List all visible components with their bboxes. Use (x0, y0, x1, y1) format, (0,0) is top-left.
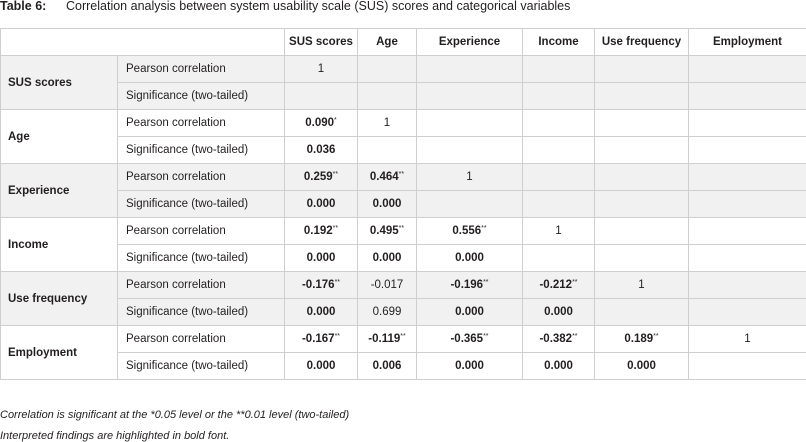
column-header-use-frequency: Use frequency (595, 29, 689, 56)
value-cell (358, 137, 417, 164)
value-cell (285, 56, 358, 83)
value-cell (523, 164, 595, 191)
table-row (1, 353, 806, 380)
table-row (1, 218, 806, 245)
table-caption (0, 0, 806, 19)
significance-label: Significance (two-tailed) (118, 353, 285, 380)
cell-value: 0.000 (373, 198, 402, 210)
value-cell (689, 353, 806, 380)
value-cell (523, 299, 595, 326)
value-cell (595, 56, 689, 83)
table-row (1, 56, 806, 83)
value-cell (523, 137, 595, 164)
value-cell (285, 137, 358, 164)
value-cell (595, 326, 689, 353)
value-cell (358, 56, 417, 83)
cell-value: -0.176 (302, 279, 335, 291)
cell-value: -0.196 (450, 279, 483, 291)
value-cell (595, 245, 689, 272)
value-cell (358, 272, 417, 299)
table-row (1, 110, 806, 137)
table-row (1, 164, 806, 191)
value-cell (417, 164, 523, 191)
value-cell (689, 164, 806, 191)
value-cell (417, 299, 523, 326)
value-cell (285, 353, 358, 380)
value-cell (358, 164, 417, 191)
cell-value: 0.192 (304, 225, 333, 237)
value-cell (417, 110, 523, 137)
significance-marker: ** (481, 225, 486, 232)
value-cell (358, 245, 417, 272)
correlation-table (0, 28, 806, 380)
value-cell (523, 110, 595, 137)
value-cell (595, 191, 689, 218)
value-cell (523, 83, 595, 110)
value-cell (689, 299, 806, 326)
significance-marker: ** (572, 279, 577, 286)
value-cell (358, 353, 417, 380)
value-cell (523, 218, 595, 245)
table-row (1, 326, 806, 353)
cell-value: 1 (466, 171, 472, 183)
cell-value: -0.212 (539, 279, 572, 291)
header-blank-cell (1, 29, 285, 56)
cell-value: 0.000 (307, 198, 336, 210)
value-cell (523, 56, 595, 83)
value-cell (417, 245, 523, 272)
significance-marker: ** (335, 279, 340, 286)
cell-value: 0.000 (455, 306, 484, 318)
cell-value: 0.000 (455, 360, 484, 372)
significance-label: Significance (two-tailed) (118, 83, 285, 110)
row-header-age: Age (1, 110, 118, 164)
value-cell (417, 272, 523, 299)
table-row (1, 299, 806, 326)
value-cell (595, 272, 689, 299)
significance-marker: ** (483, 279, 488, 286)
value-cell (595, 218, 689, 245)
cell-value: 0.000 (307, 306, 336, 318)
pearson-label: Pearson correlation (118, 326, 285, 353)
column-header-experience: Experience (417, 29, 523, 56)
value-cell (358, 218, 417, 245)
cell-value: 0.699 (373, 306, 402, 318)
cell-value: 0.000 (455, 252, 484, 264)
cell-value: -0.365 (450, 333, 483, 345)
cell-value: 1 (638, 279, 644, 291)
value-cell (358, 110, 417, 137)
significance-marker: ** (572, 333, 577, 340)
table-body (1, 56, 806, 380)
value-cell (689, 191, 806, 218)
cell-value: 0.036 (307, 144, 336, 156)
cell-value: 0.000 (544, 306, 573, 318)
value-cell (417, 353, 523, 380)
significance-marker: ** (333, 171, 338, 178)
value-cell (595, 110, 689, 137)
pearson-label: Pearson correlation (118, 272, 285, 299)
value-cell (417, 137, 523, 164)
value-cell (595, 83, 689, 110)
value-cell (358, 83, 417, 110)
value-cell (689, 245, 806, 272)
value-cell (285, 83, 358, 110)
cell-value: 0.000 (307, 252, 336, 264)
value-cell (285, 110, 358, 137)
value-cell (689, 272, 806, 299)
value-cell (689, 218, 806, 245)
cell-value: 0.000 (627, 360, 656, 372)
value-cell (285, 218, 358, 245)
value-cell (595, 137, 689, 164)
cell-value: 0.006 (373, 360, 402, 372)
value-cell (689, 326, 806, 353)
value-cell (523, 191, 595, 218)
value-cell (417, 326, 523, 353)
table-row (1, 137, 806, 164)
pearson-label: Pearson correlation (118, 110, 285, 137)
cell-value: 0.189 (624, 333, 653, 345)
row-header-income: Income (1, 218, 118, 272)
row-header-experience: Experience (1, 164, 118, 218)
value-cell (358, 299, 417, 326)
footnote-significance: Correlation is significant at the *0.05 level or the **0.01 level (two-tailed) (0, 409, 349, 421)
table-label: Table 6: (0, 0, 46, 13)
value-cell (358, 326, 417, 353)
pearson-label: Pearson correlation (118, 56, 285, 83)
value-cell (523, 326, 595, 353)
significance-marker: ** (399, 225, 404, 232)
column-header-age: Age (358, 29, 417, 56)
value-cell (595, 299, 689, 326)
value-cell (689, 110, 806, 137)
table-header-row (1, 29, 806, 56)
cell-value: 0.090 (305, 117, 334, 129)
cell-value: 0.259 (304, 171, 333, 183)
cell-value: 0.000 (544, 360, 573, 372)
significance-label: Significance (two-tailed) (118, 299, 285, 326)
value-cell (417, 56, 523, 83)
cell-value: -0.167 (302, 333, 335, 345)
value-cell (417, 191, 523, 218)
cell-value: 0.556 (452, 225, 481, 237)
row-header-employment: Employment (1, 326, 118, 380)
significance-marker: ** (483, 333, 488, 340)
value-cell (285, 326, 358, 353)
value-cell (285, 191, 358, 218)
significance-marker: ** (653, 333, 658, 340)
cell-value: -0.017 (371, 279, 404, 291)
table-row (1, 83, 806, 110)
column-header-sus-scores: SUS scores (285, 29, 358, 56)
footnote-bold: Interpreted findings are highlighted in bold font. (0, 430, 229, 442)
value-cell (595, 353, 689, 380)
table-row (1, 245, 806, 272)
value-cell (689, 56, 806, 83)
cell-value: 0.464 (370, 171, 399, 183)
value-cell (689, 83, 806, 110)
significance-marker: * (334, 117, 337, 124)
value-cell (417, 218, 523, 245)
cell-value: 1 (744, 333, 750, 345)
pearson-label: Pearson correlation (118, 218, 285, 245)
significance-label: Significance (two-tailed) (118, 137, 285, 164)
row-header-use-frequency: Use frequency (1, 272, 118, 326)
significance-marker: ** (333, 225, 338, 232)
value-cell (689, 137, 806, 164)
pearson-label: Pearson correlation (118, 164, 285, 191)
column-header-employment: Employment (689, 29, 806, 56)
cell-value: 1 (318, 63, 324, 75)
column-header-income: Income (523, 29, 595, 56)
cell-value: 0.000 (307, 360, 336, 372)
cell-value: 0.495 (370, 225, 399, 237)
significance-label: Significance (two-tailed) (118, 191, 285, 218)
value-cell (595, 164, 689, 191)
cell-value: 0.000 (373, 252, 402, 264)
significance-marker: ** (399, 171, 404, 178)
value-cell (358, 191, 417, 218)
table-row (1, 272, 806, 299)
significance-marker: ** (400, 333, 405, 340)
value-cell (417, 83, 523, 110)
table-title: Correlation analysis between system usability scale (SUS) scores and categorical variables (66, 0, 570, 13)
cell-value: -0.382 (539, 333, 572, 345)
value-cell (523, 353, 595, 380)
value-cell (285, 272, 358, 299)
value-cell (285, 299, 358, 326)
significance-marker: ** (335, 333, 340, 340)
cell-value: 1 (384, 117, 390, 129)
value-cell (285, 245, 358, 272)
table-row (1, 191, 806, 218)
cell-value: 1 (555, 225, 561, 237)
significance-label: Significance (two-tailed) (118, 245, 285, 272)
value-cell (285, 164, 358, 191)
value-cell (523, 245, 595, 272)
value-cell (523, 272, 595, 299)
row-header-sus-scores: SUS scores (1, 56, 118, 110)
cell-value: -0.119 (368, 333, 400, 345)
